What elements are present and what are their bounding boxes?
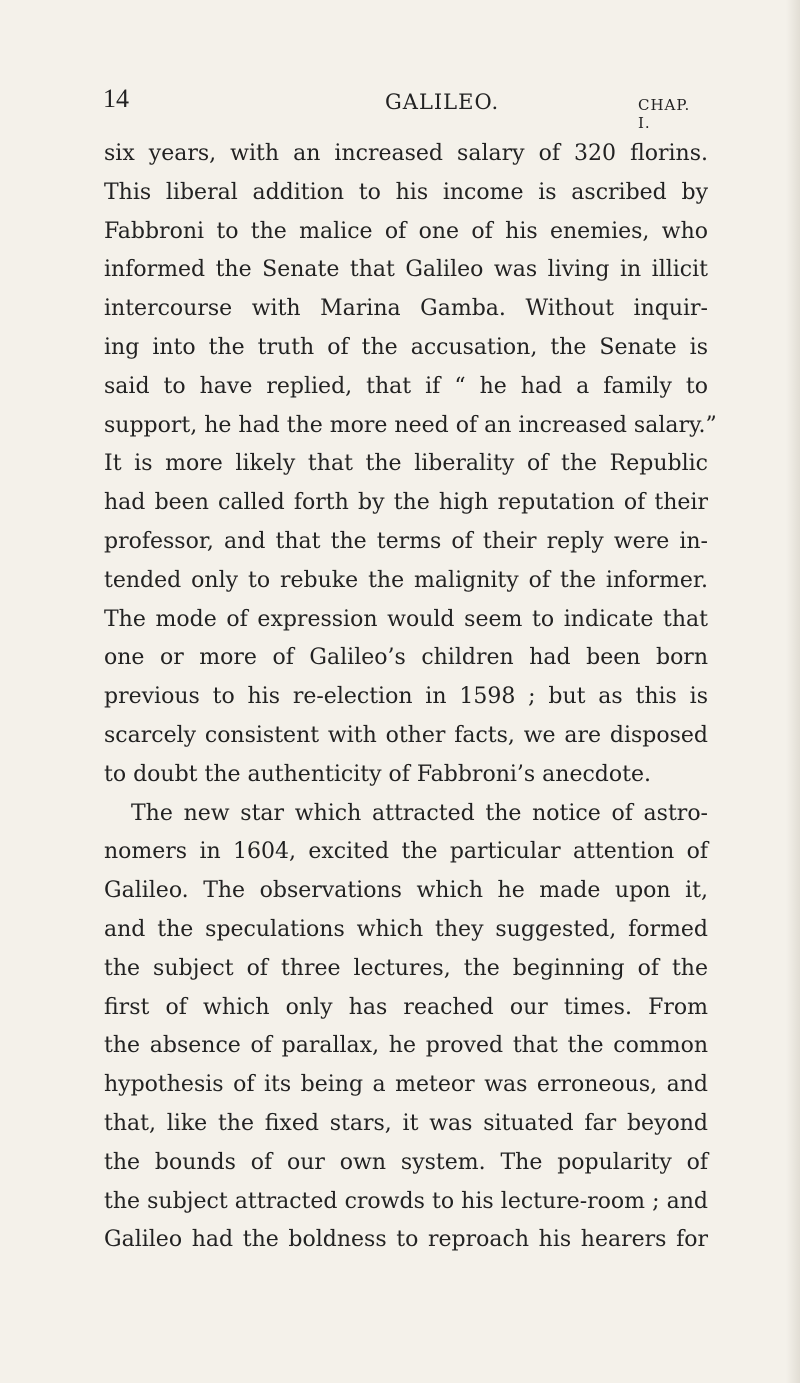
text-line: the subject of three lectures, the beginning of the (104, 955, 708, 981)
text-line: that, like the fixed stars, it was situated far beyond (104, 1110, 708, 1136)
text-line: Fabbroni to the malice of one of his enemies, who (104, 218, 708, 244)
text-line: and the speculations which they suggested, formed (104, 916, 708, 942)
page-edge-shadow (786, 0, 800, 1383)
text-line: hypothesis of its being a meteor was erroneous, and (104, 1072, 708, 1098)
text-line: It is more likely that the liberality of the Republic (104, 451, 708, 477)
text-line: support, he had the more need of an increased salary.” (104, 412, 717, 438)
text-line: The new star which attracted the notice of astro- (131, 800, 708, 826)
body-text (104, 135, 717, 1260)
text-line: the subject attracted crowds to his lecture-room ; and (104, 1188, 708, 1214)
text-line: ing into the truth of the accusation, the Senate is (104, 334, 708, 360)
text-line: six years, with an increased salary of 320 florins. (104, 141, 708, 166)
text-line: informed the Senate that Galileo was living in illicit (104, 257, 708, 283)
text-line: nomers in 1604, excited the particular attention of (104, 839, 708, 865)
text-line: the absence of parallax, he proved that the common (104, 1033, 708, 1059)
text-line: one or more of Galileo’s children had been born (104, 645, 708, 671)
text-line: intercourse with Marina Gamba. Without inquir- (104, 296, 708, 322)
text-line: professor, and that the terms of their reply were in- (104, 528, 708, 554)
text-line: Galileo. The observations which he made upon it, (104, 878, 708, 904)
text-line: said to have replied, that if “ he had a family to (104, 373, 708, 399)
page-number: 14 (103, 84, 129, 113)
text-line: Galileo had the boldness to reproach his hearers for (104, 1227, 708, 1253)
page-header (103, 76, 703, 132)
running-title: GALILEO. (385, 90, 500, 114)
text-line: This liberal addition to his income is ascribed by (104, 179, 708, 205)
text-line: the bounds of our own system. The popularity of (104, 1149, 708, 1175)
text-line: to doubt the authenticity of Fabbroni’s anecdote. (104, 761, 651, 787)
text-line: had been called forth by the high reputation of their (104, 490, 708, 516)
chapter-label: CHAP. I. (638, 96, 691, 132)
text-line: The mode of expression would seem to indicate that (104, 606, 708, 632)
text-line: tended only to rebuke the malignity of the informer. (104, 567, 708, 593)
text-line: previous to his re-election in 1598 ; but as this is (104, 684, 708, 710)
text-line: scarcely consistent with other facts, we are disposed (104, 722, 708, 748)
text-line: first of which only has reached our times. From (104, 994, 708, 1020)
